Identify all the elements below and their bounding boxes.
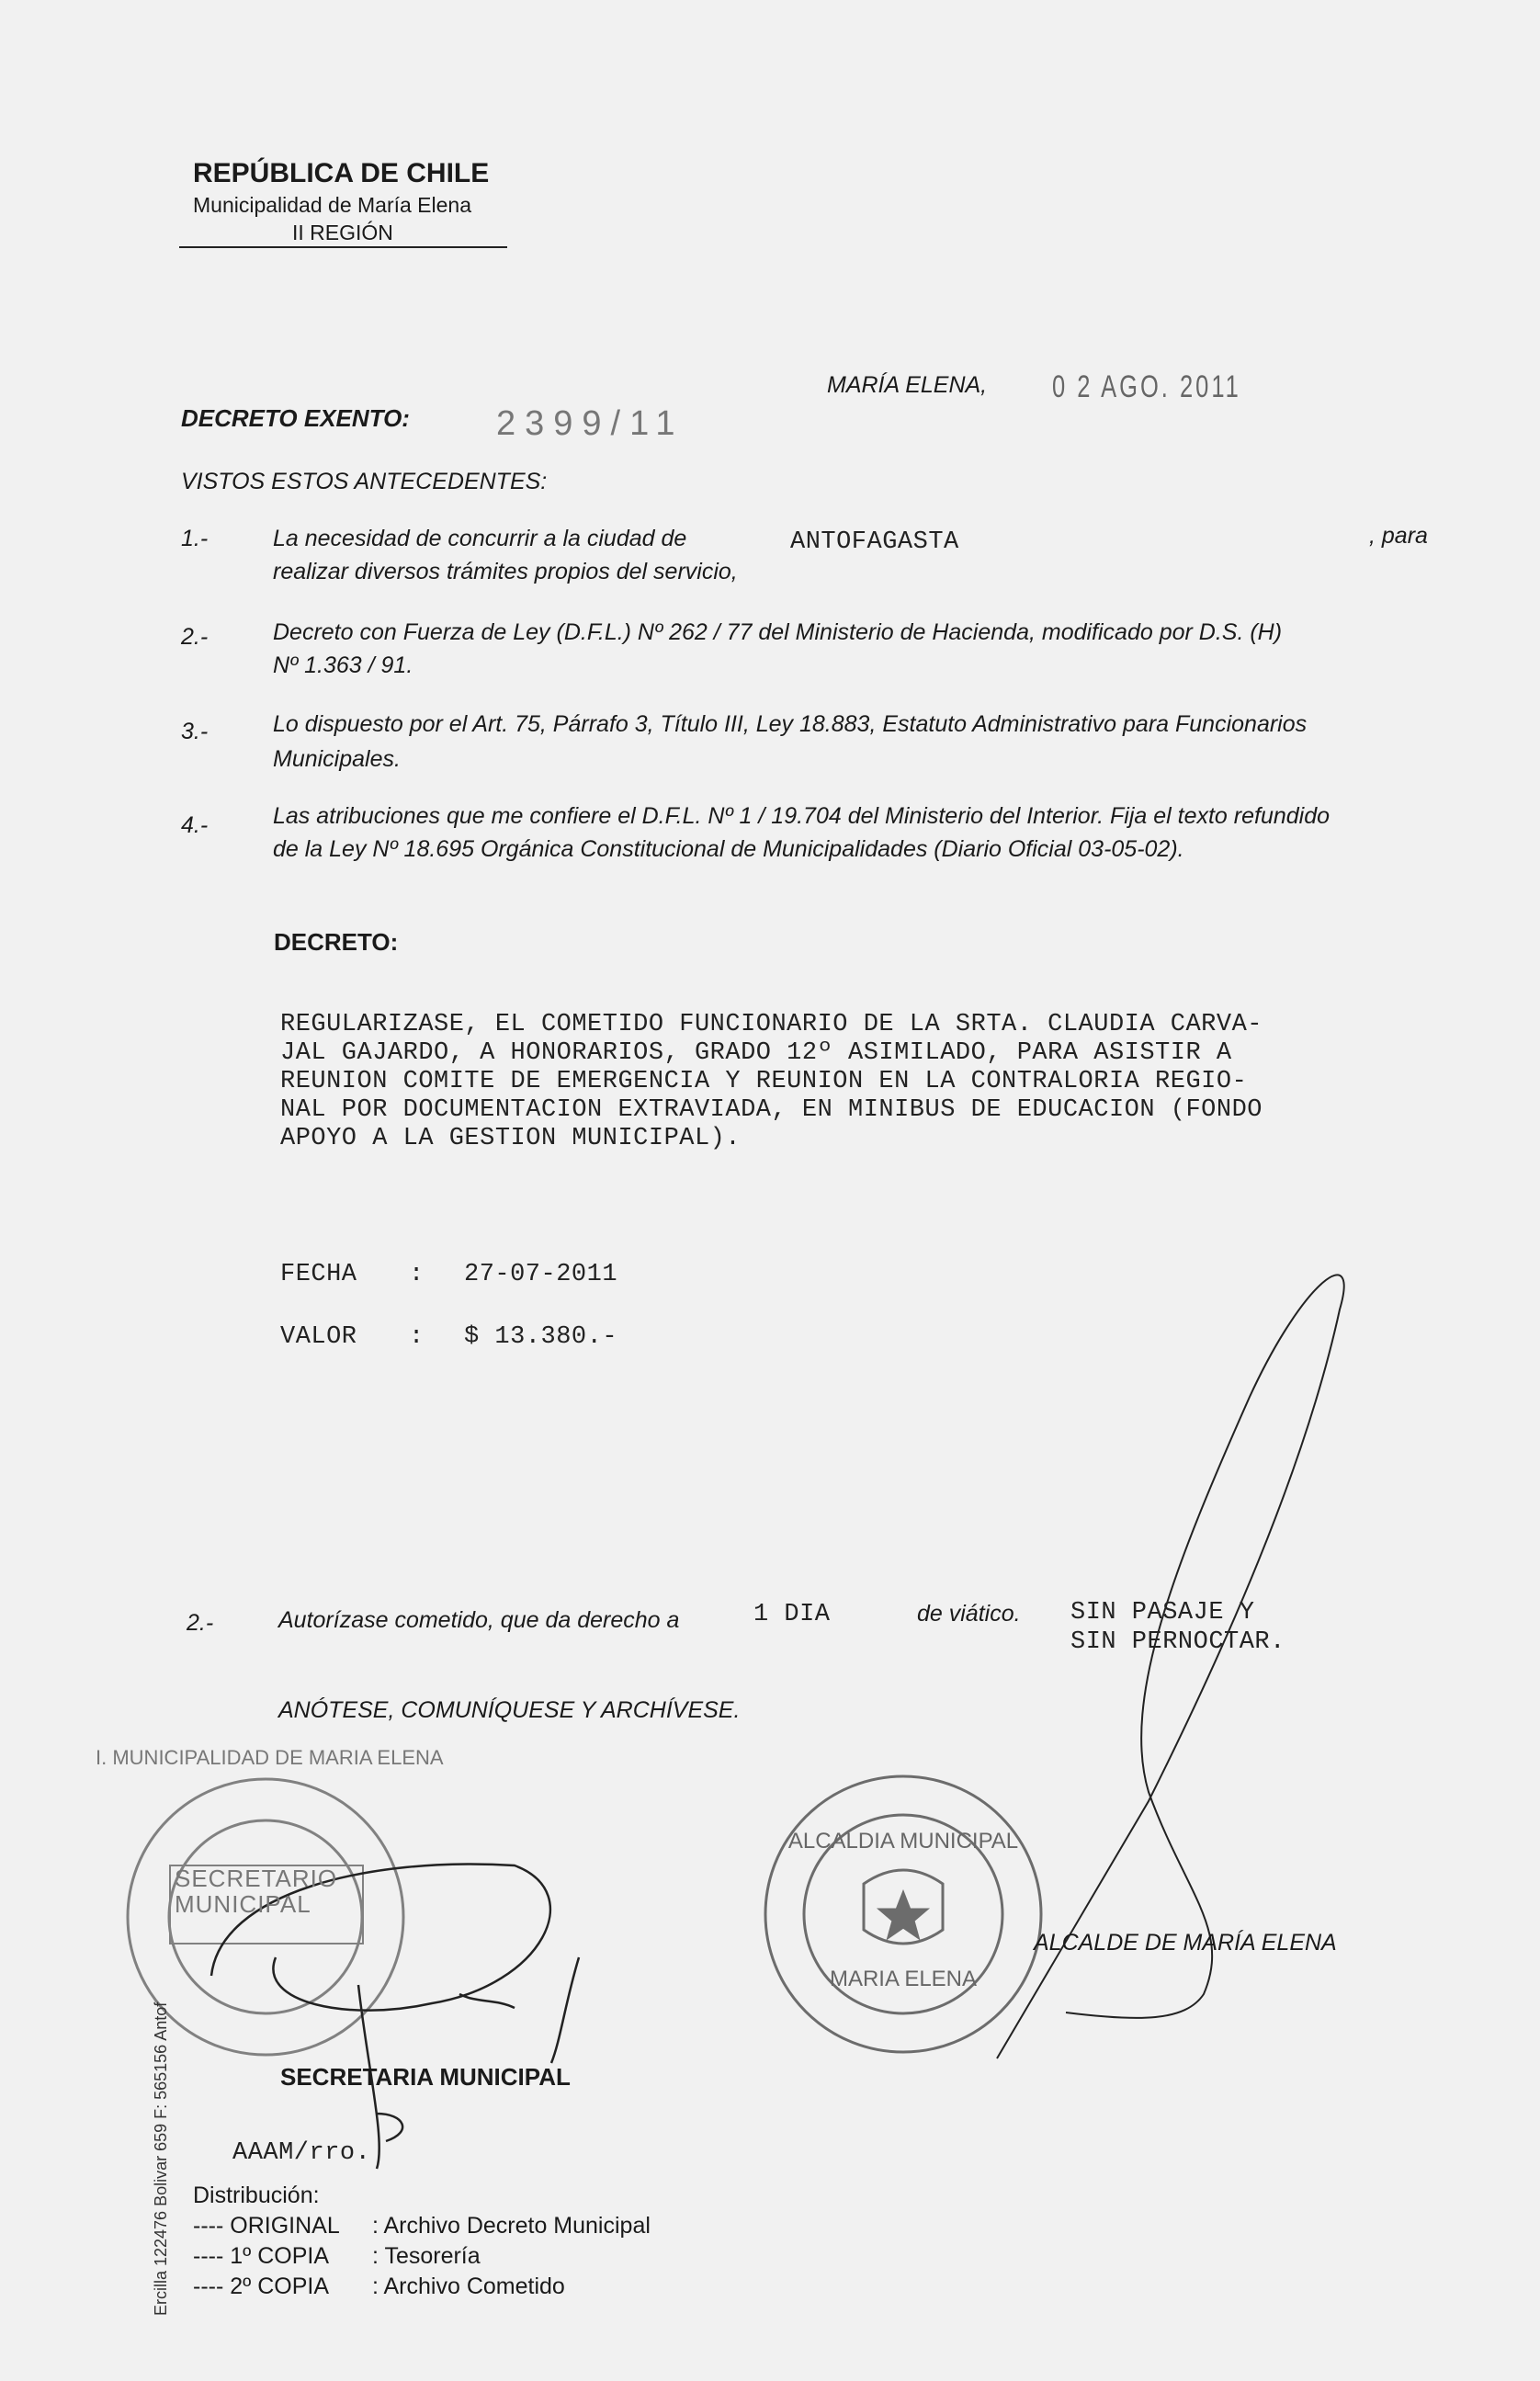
item2-note-1: SIN PASAJE Y	[1070, 1599, 1255, 1627]
distribution-copy: ---- ORIGINAL	[193, 2213, 340, 2239]
distribution-title: Distribución:	[193, 2183, 320, 2208]
item-number: 4.-	[181, 812, 209, 838]
item-text-line2: Nº 1.363 / 91.	[273, 652, 413, 678]
distribution-copy: ---- 1º COPIA	[193, 2243, 330, 2269]
paragraph-line: REGULARIZASE, EL COMETIDO FUNCIONARIO DE LA SRTA. CLAUDIA CARVA-	[280, 1011, 1263, 1038]
secretary-stamp-ring: I. MUNICIPALIDAD DE MARIA ELENA	[96, 1746, 444, 1769]
header-country: REPÚBLICA DE CHILE	[193, 158, 490, 188]
item-text: Lo dispuesto por el Art. 75, Párrafo 3, Título III, Ley 18.883, Estatuto Administrativo para Funcionarios	[273, 711, 1308, 737]
distribution-copy: ---- 2º COPIA	[193, 2273, 330, 2299]
distribution-dest: : Archivo Cometido	[372, 2273, 565, 2299]
vistos-title: VISTOS ESTOS ANTECEDENTES:	[181, 469, 548, 494]
item-text-line2: Municipales.	[273, 746, 401, 772]
decree-label: DECRETO EXENTO:	[181, 404, 410, 432]
item-number: 3.-	[181, 719, 209, 744]
paragraph-line: APOYO A LA GESTION MUNICIPAL).	[280, 1125, 742, 1152]
item-text: Las atribuciones que me confiere el D.F.L. Nº 1 / 19.704 del Ministerio del Interior. Fija el texto refundido	[273, 803, 1331, 829]
item-text-line2: realizar diversos trámites propios del servicio,	[273, 559, 738, 584]
place-label: MARÍA ELENA,	[827, 372, 988, 398]
item2-note-2: SIN PERNOCTAR.	[1070, 1628, 1285, 1656]
item-number: 2.-	[181, 624, 209, 650]
distribution-dest: : Archivo Decreto Municipal	[372, 2213, 651, 2239]
item-text: Decreto con Fuerza de Ley (D.F.L.) Nº 262 / 77 del Ministerio de Hacienda, modificado por D.S. (H)	[273, 619, 1283, 645]
distribution-dest: : Tesorería	[372, 2243, 481, 2269]
initials: AAAM/rro.	[232, 2139, 371, 2167]
item2-days: 1 DIA	[753, 1601, 831, 1628]
decree-number: 2399/11	[496, 404, 685, 443]
fecha-colon: :	[409, 1261, 425, 1288]
paragraph-line: REUNION COMITE DE EMERGENCIA Y REUNION EN LA CONTRALORIA REGIO-	[280, 1068, 1248, 1095]
valor-colon: :	[409, 1323, 425, 1351]
mayor-stamp-top: ALCALDIA MUNICIPAL	[787, 1829, 1019, 1854]
secretary-title: SECRETARIA MUNICIPAL	[280, 2063, 571, 2091]
item2-after: de viático.	[917, 1601, 1021, 1627]
valor-label: VALOR	[280, 1323, 357, 1351]
secretary-stamp-center: SECRETARIO MUNICIPAL	[175, 1865, 338, 1918]
decreto-title: DECRETO:	[274, 928, 399, 956]
item-city: ANTOFAGASTA	[790, 528, 959, 556]
item2-number: 2.-	[187, 1610, 214, 1636]
item-number: 1.-	[181, 526, 209, 551]
fecha-value: 27-07-2011	[464, 1261, 618, 1288]
closing-text: ANÓTESE, COMUNÍQUESE Y ARCHÍVESE.	[278, 1697, 741, 1723]
item-text: La necesidad de concurrir a la ciudad de	[273, 526, 687, 551]
fecha-label: FECHA	[280, 1261, 357, 1288]
item2-text: Autorízase cometido, que da derecho a	[278, 1607, 680, 1633]
printer-margin-text: Ercilla 122476 Bolivar 659 F: 565156 Antof	[152, 2001, 170, 2316]
mayor-title: ALCALDE DE MARÍA ELENA	[1034, 1930, 1337, 1956]
mayor-stamp-bottom: MARIA ELENA	[829, 1967, 978, 1991]
header-municipality: Municipalidad de María Elena	[193, 193, 472, 217]
paragraph-line: JAL GAJARDO, A HONORARIOS, GRADO 12º ASIMILADO, PARA ASISTIR A	[280, 1039, 1232, 1067]
paragraph-line: NAL POR DOCUMENTACION EXTRAVIADA, EN MINIBUS DE EDUCACION (FONDO	[280, 1096, 1263, 1124]
header-region: II REGIÓN	[292, 221, 393, 244]
item-text-after: , para	[1369, 523, 1428, 549]
item-text-line2: de la Ley Nº 18.695 Orgánica Constitucional de Municipalidades (Diario Oficial 03-05-02).	[273, 836, 1184, 862]
valor-value: $ 13.380.-	[464, 1323, 618, 1351]
date-stamp: 0 2 AGO. 2011	[1052, 369, 1241, 404]
mayor-stamp	[765, 1776, 1041, 2052]
